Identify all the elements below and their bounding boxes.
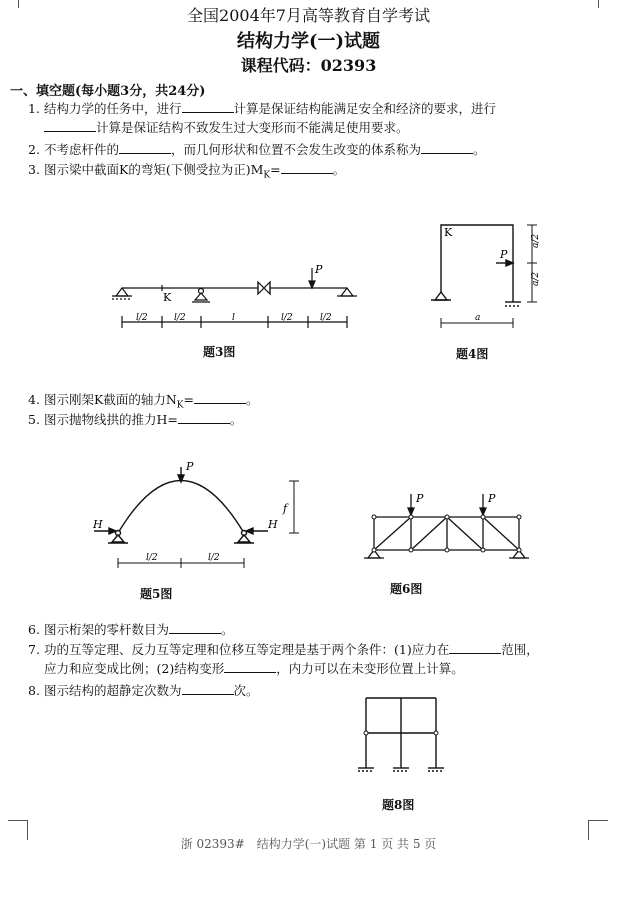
dimension-label: a <box>475 313 481 323</box>
question-text: 图示桁架的零杆数目为 <box>44 622 170 637</box>
exam-title: 全国2004年7月高等教育自学考试 <box>187 6 430 25</box>
question-number: 1. <box>28 101 40 116</box>
question-text: 图示结构的超静定次数为 <box>44 683 182 698</box>
figure-8-caption: 题8图 <box>382 798 415 812</box>
question-text: = <box>183 392 194 407</box>
question-text: 计算是保证结构能满足安全和经济的要求，进行 <box>233 101 497 116</box>
question-text: 计算是保证结构不致发生过大变形而不能满足使用要求。 <box>96 120 409 135</box>
question-number: 3. <box>28 162 40 177</box>
load-label: P <box>500 248 508 261</box>
question-text: 图示抛物线拱的推力H= <box>44 412 178 427</box>
question-number: 7. <box>28 642 40 657</box>
question-text: 次。 <box>233 683 259 698</box>
course-code: 课程代码：02393 <box>240 56 377 75</box>
dimension-label: f <box>283 502 288 515</box>
question-text: 功的互等定理、反力互等定理和位移互等定理是基于两个条件：(1)应力在 <box>44 642 450 657</box>
question-text: 应力和应变成比例；(2)结构变形 <box>44 661 225 676</box>
load-label: P <box>416 492 424 505</box>
question-text: 图示刚架K截面的轴力N <box>44 392 177 407</box>
question-text: 。 <box>221 622 234 637</box>
dimension-label: a/2 <box>531 233 541 248</box>
question-text: 范围， <box>501 642 539 657</box>
dimension-label: l <box>232 313 235 323</box>
question-number: 8. <box>28 683 40 698</box>
question-number: 2. <box>28 142 40 157</box>
section-k-label: K <box>163 291 172 304</box>
dimension-label: a/2 <box>531 271 541 286</box>
dimension-label: l/2 <box>281 313 293 323</box>
dimension-label: l/2 <box>320 313 332 323</box>
thrust-label: H <box>93 518 103 531</box>
dimension-label: l/2 <box>208 553 220 563</box>
figure-4-caption: 题4图 <box>456 347 489 361</box>
question-text: 图示梁中截面K的弯矩(下侧受拉为正)M <box>44 162 264 177</box>
thrust-label: H <box>268 518 278 531</box>
load-label: P <box>186 460 194 473</box>
question-text: 。 <box>473 142 486 157</box>
question-text: ，内力可以在未变形位置上计算。 <box>276 661 464 676</box>
question-number: 5. <box>28 412 40 427</box>
subscript: K <box>263 170 271 181</box>
dimension-label: l/2 <box>136 313 148 323</box>
figure-3-caption: 题3图 <box>203 345 236 359</box>
question-text: 。 <box>246 392 259 407</box>
question-text: 不考虑杆件的 <box>44 142 120 157</box>
question-text: = <box>270 162 281 177</box>
load-label: P <box>488 492 496 505</box>
subject-title: 结构力学(一)试题 <box>236 31 381 52</box>
dimension-label: l/2 <box>146 553 158 563</box>
subscript: K <box>176 400 184 411</box>
question-number: 6. <box>28 622 40 637</box>
page-footer: 浙 02393# 结构力学(一)试题 第 1 页 共 5 页 <box>180 837 437 851</box>
question-text: 。 <box>229 412 243 427</box>
figure-6-caption: 题6图 <box>390 582 423 596</box>
section-heading: 一、填空题(每小题3分，共24分) <box>10 84 206 99</box>
load-label: P <box>315 263 323 276</box>
question-number: 4. <box>28 392 40 407</box>
question-text: 。 <box>332 162 346 177</box>
question-text: ，而几何形状和位置不会发生改变的体系称为 <box>171 142 422 157</box>
section-k-label: K <box>444 226 453 239</box>
figure-5-caption: 题5图 <box>140 587 173 601</box>
dimension-label: l/2 <box>174 313 186 323</box>
question-text: 结构力学的任务中，进行 <box>44 101 182 116</box>
